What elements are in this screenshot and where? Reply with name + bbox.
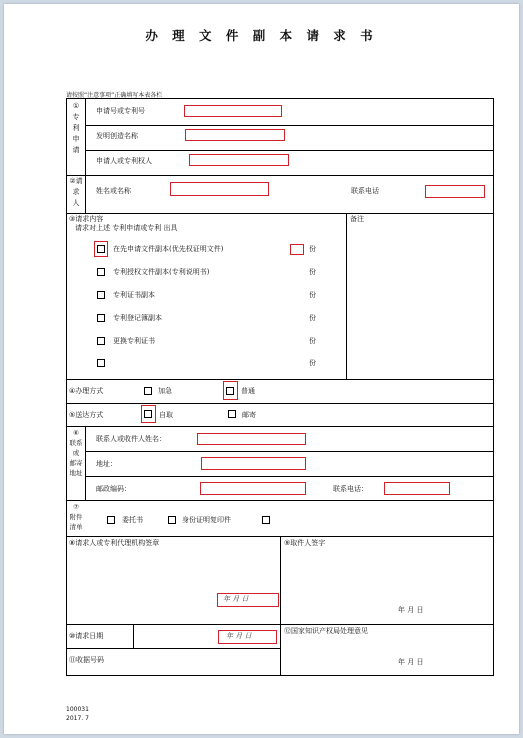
priority-copy-checkbox[interactable] [97, 245, 105, 253]
requester-phone-field[interactable] [425, 185, 485, 198]
proxy-label: 委托书 [122, 516, 143, 524]
applicant-field[interactable] [189, 154, 289, 166]
unit-label: 份 [309, 314, 316, 322]
office-opinion-label: ⑫国家知识产权局处理意见 [284, 627, 368, 635]
item-priority-copy: 在先申请文件副本(优先权证明文件) [113, 245, 224, 253]
receipt-number-label: ⑪收据号码 [69, 656, 104, 664]
fill-note: 请按照“注意事项”正确填写本表各栏 [66, 92, 163, 99]
urgent-checkbox[interactable] [144, 387, 152, 395]
self-pickup-checkbox[interactable] [144, 410, 152, 418]
pickup-date: 年 月 日 [398, 606, 424, 614]
urgent-label: 加急 [158, 387, 172, 395]
address-label: 地址： [96, 460, 117, 468]
requester-name-label: 姓名或名称 [96, 187, 131, 195]
normal-checkbox[interactable] [226, 387, 234, 395]
application-number-field[interactable] [184, 105, 282, 117]
contact-phone-field[interactable] [384, 482, 450, 495]
register-copy-checkbox[interactable] [97, 314, 105, 322]
normal-label: 普通 [241, 387, 255, 395]
unit-label: 份 [309, 268, 316, 276]
item-certificate-copy: 专利证书副本 [113, 291, 155, 299]
postcode-field[interactable] [200, 482, 306, 495]
other-attachment-checkbox[interactable] [262, 516, 270, 524]
unit-label: 份 [309, 245, 316, 253]
id-copy-label: 身份证明复印件 [182, 516, 231, 524]
form-code: 100031 [66, 706, 89, 713]
item-replace-certificate: 更换专利证书 [113, 337, 155, 345]
office-opinion-date: 年 月 日 [398, 658, 424, 666]
page-title: 办 理 文 件 副 本 请 求 书 [145, 28, 378, 43]
applicant-label: 申请人或专利权人 [96, 157, 152, 165]
address-field[interactable] [201, 457, 306, 470]
invention-name-field[interactable] [185, 129, 285, 141]
postcode-label: 邮政编码： [96, 485, 131, 493]
request-date-label: ⑩请求日期 [69, 632, 104, 640]
requester-name-field[interactable] [170, 182, 269, 196]
request-content-line: 请求对上述 专利申请或专利 出具 [75, 224, 178, 232]
pickup-signature-label: ⑨取件人签字 [284, 539, 326, 547]
requester-phone-label: 联系电话 [351, 187, 379, 195]
priority-copy-count[interactable] [290, 244, 304, 255]
contact-name-label: 联系人或收件人姓名： [96, 435, 166, 443]
grant-copy-checkbox[interactable] [97, 268, 105, 276]
replace-certificate-checkbox[interactable] [97, 337, 105, 345]
mail-checkbox[interactable] [228, 410, 236, 418]
unit-label: 份 [309, 337, 316, 345]
self-pickup-label: 自取 [159, 411, 173, 419]
signature-date: 年 月 日 [223, 595, 249, 603]
handling-method-label: ④办理方式 [69, 387, 104, 395]
other-item-checkbox[interactable] [97, 359, 105, 367]
signature-label: ⑧请求人或专利代理机构签章 [69, 539, 160, 547]
form-sheet [4, 4, 519, 734]
id-copy-checkbox[interactable] [168, 516, 176, 524]
unit-label: 份 [309, 359, 316, 367]
unit-label: 份 [309, 291, 316, 299]
form-version: 2017. 7 [66, 715, 89, 722]
item-register-copy: 专利登记簿副本 [113, 314, 162, 322]
item-grant-copy: 专利授权文件副本(专利说明书) [113, 268, 210, 276]
section2-label: ②请 求 人 [69, 177, 83, 207]
mail-label: 邮寄 [242, 411, 256, 419]
remarks-label: 备注 [350, 215, 364, 223]
delivery-method-label: ⑤送达方式 [69, 411, 104, 419]
request-date: 年 月 日 [226, 632, 252, 640]
request-form [66, 98, 494, 676]
contact-phone-label: 联系电话： [333, 485, 368, 493]
section6-label: ⑥ 联系 或 邮寄 地址 [69, 429, 83, 477]
proxy-checkbox[interactable] [107, 516, 115, 524]
section1-label: ① 专 利 申 请 [72, 102, 80, 154]
section7-label: ⑦ 附件 清单 [69, 503, 83, 531]
application-number-label: 申请号或专利号 [96, 107, 145, 115]
invention-name-label: 发明创造名称 [96, 132, 138, 140]
request-content-heading: ③请求内容 [69, 215, 104, 223]
contact-name-field[interactable] [197, 433, 306, 445]
certificate-copy-checkbox[interactable] [97, 291, 105, 299]
